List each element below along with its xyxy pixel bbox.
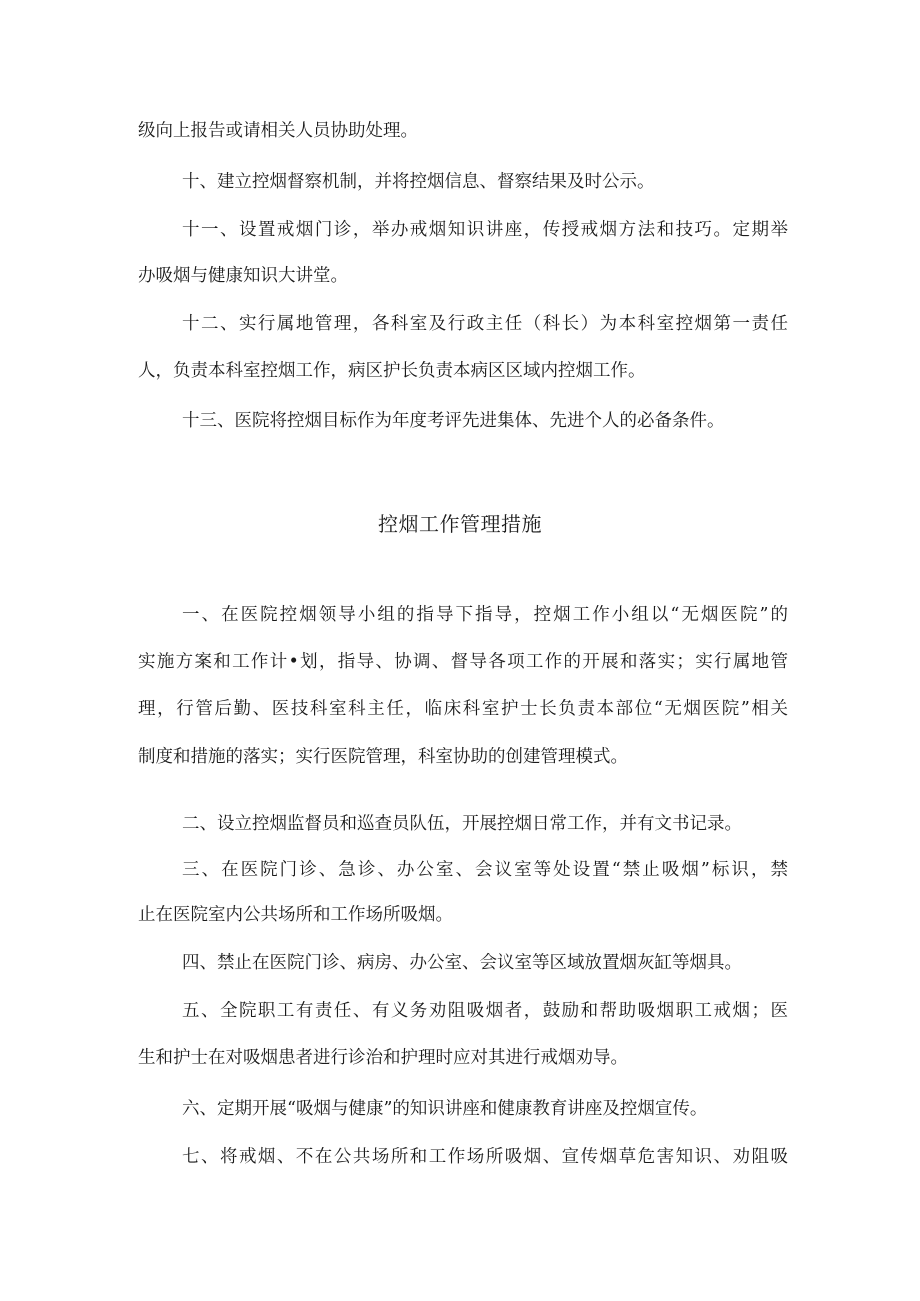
section-title: 控烟工作管理措施 xyxy=(378,512,542,536)
paragraph-line: 一、在医院控烟领导小组的指导下指导，控烟工作小组以“无烟医院”的 xyxy=(182,605,788,625)
paragraph-line: 十二、实行属地管理，各科室及行政主任（科长）为本科室控烟第一责任 xyxy=(182,314,788,334)
paragraph-line: 三、在医院门诊、急诊、办公室、会议室等处设置“禁止吸烟”标识，禁 xyxy=(182,860,788,880)
paragraph-line: 十一、设置戒烟门诊，举办戒烟知识讲座，传授戒烟方法和技巧。定期举 xyxy=(182,220,788,240)
paragraph-line: 级向上报告或请相关人员协助处理。 xyxy=(138,121,418,141)
paragraph-line: 人，负责本科室控烟工作，病区护长负责本病区区域内控烟工作。 xyxy=(138,361,646,381)
paragraph-line: 七、将戒烟、不在公共场所和工作场所吸烟、宣传烟草危害知识、劝阻吸 xyxy=(182,1147,788,1167)
paragraph-line: 二、设立控烟监督员和巡查员队伍，开展控烟日常工作，并有文书记录。 xyxy=(182,814,742,834)
paragraph-line: 办吸烟与健康知识大讲堂。 xyxy=(138,266,348,286)
paragraph-line: 六、定期开展“吸烟与健康”的知识讲座和健康教育讲座及控烟宣传。 xyxy=(182,1099,708,1119)
paragraph-line: 理，行管后勤、医技科室科主任，临床科室护士长负责本部位“无烟医院”相关 xyxy=(138,699,788,719)
paragraph-line: 十三、医院将控烟目标作为年度考评先进集体、先进个人的必备条件。 xyxy=(182,411,725,431)
paragraph-line: 五、全院职工有责任、有义务劝阻吸烟者，鼓励和帮助吸烟职工戒烟；医 xyxy=(182,1001,788,1021)
paragraph-line: 四、禁止在医院门诊、病房、办公室、会议室等区域放置烟灰缸等烟具。 xyxy=(182,953,742,973)
paragraph-line: 实施方案和工作计•划，指导、协调、督导各项工作的开展和落实；实行属地管 xyxy=(138,652,788,672)
paragraph-line: 止在医院室内公共场所和工作场所吸烟。 xyxy=(138,905,453,925)
paragraph-line: 生和护士在对吸烟患者进行诊治和护理时应对其进行戒烟劝导。 xyxy=(138,1048,628,1068)
paragraph-line: 十、建立控烟督察机制，并将控烟信息、督察结果及时公示。 xyxy=(182,172,655,192)
paragraph-line: 制度和措施的落实；实行医院管理，科室协助的创建管理模式。 xyxy=(138,747,628,767)
